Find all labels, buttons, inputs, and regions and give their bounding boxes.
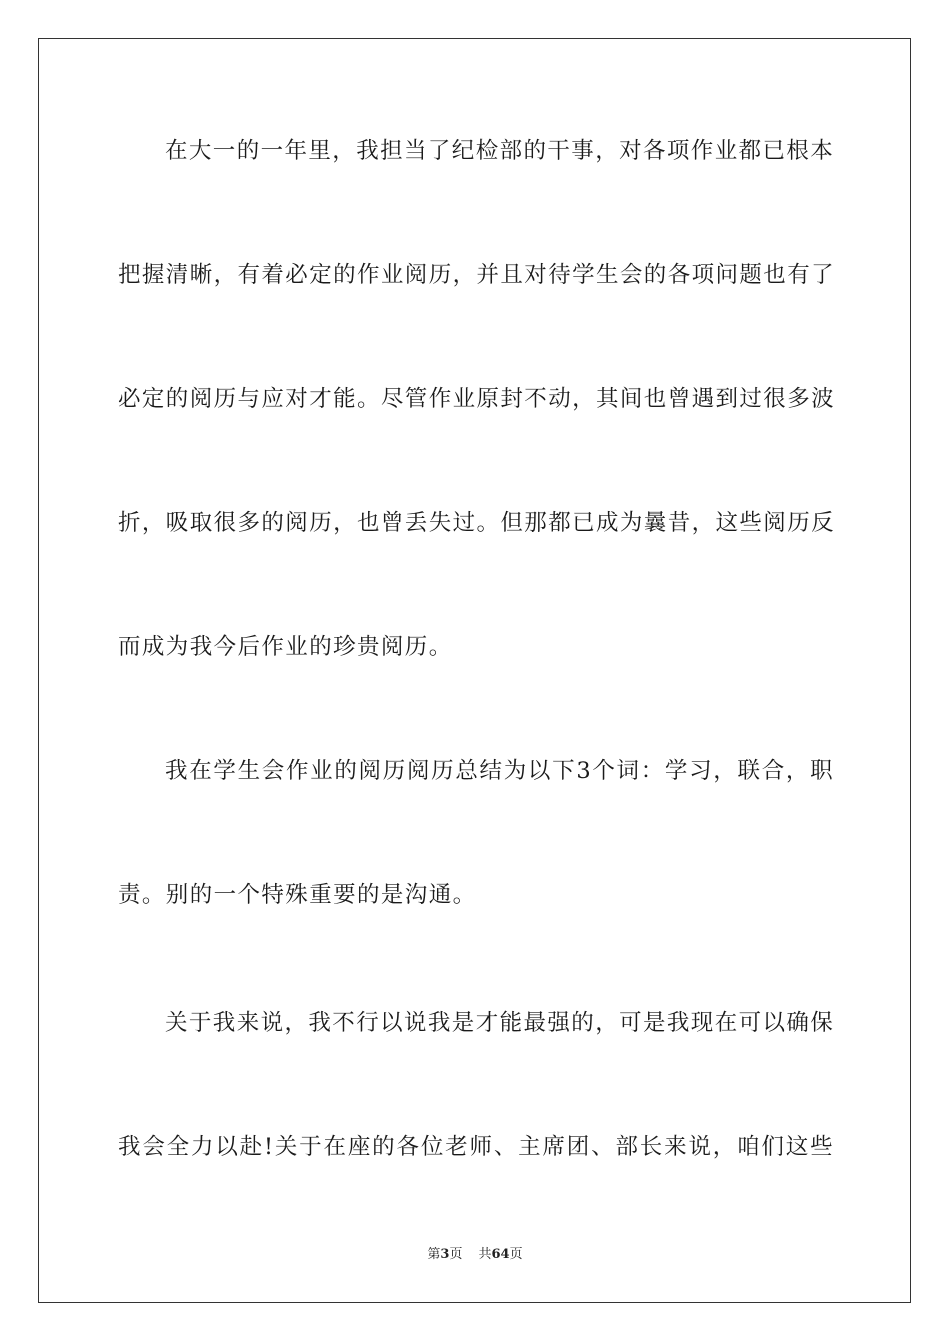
paragraph-1-line-4: 折，吸取很多的阅历，也曾丢失过。但那都已成为曩昔，这些阅历反: [118, 510, 836, 536]
paragraph-2-line-1: 我在学生会作业的阅历阅历总结为以下3个词：学习，联合，职: [165, 758, 834, 784]
page-number: 3: [440, 1247, 450, 1262]
paragraph-1-line-2: 把握清晰，有着必定的作业阅历，并且对待学生会的各项问题也有了: [118, 262, 836, 288]
page-footer: [0, 1246, 950, 1264]
page-suffix: 页: [449, 1247, 463, 1262]
paragraph-2-line-2: 责。别的一个特殊重要的是沟通。: [118, 882, 477, 908]
paragraph-3-line-2: 我会全力以赴!关于在座的各位老师、主席团、部长来说，咱们这些: [118, 1134, 834, 1160]
total-prefix: 共: [478, 1247, 492, 1262]
paragraph-1-line-5: 而成为我今后作业的珍贵阅历。: [118, 634, 453, 660]
paragraph-1-line-3: 必定的阅历与应对才能。尽管作业原封不动，其间也曾遇到过很多波: [118, 386, 836, 412]
page-prefix: 第: [427, 1247, 441, 1262]
page-border: [38, 38, 911, 1303]
total-suffix: 页: [509, 1247, 523, 1262]
paragraph-1-line-1: 在大一的一年里，我担当了纪检部的干事，对各项作业都已根本: [165, 138, 835, 164]
paragraph-3-line-1: 关于我来说，我不行以说我是才能最强的，可是我现在可以确保: [165, 1010, 835, 1036]
total-pages: 64: [491, 1247, 510, 1262]
